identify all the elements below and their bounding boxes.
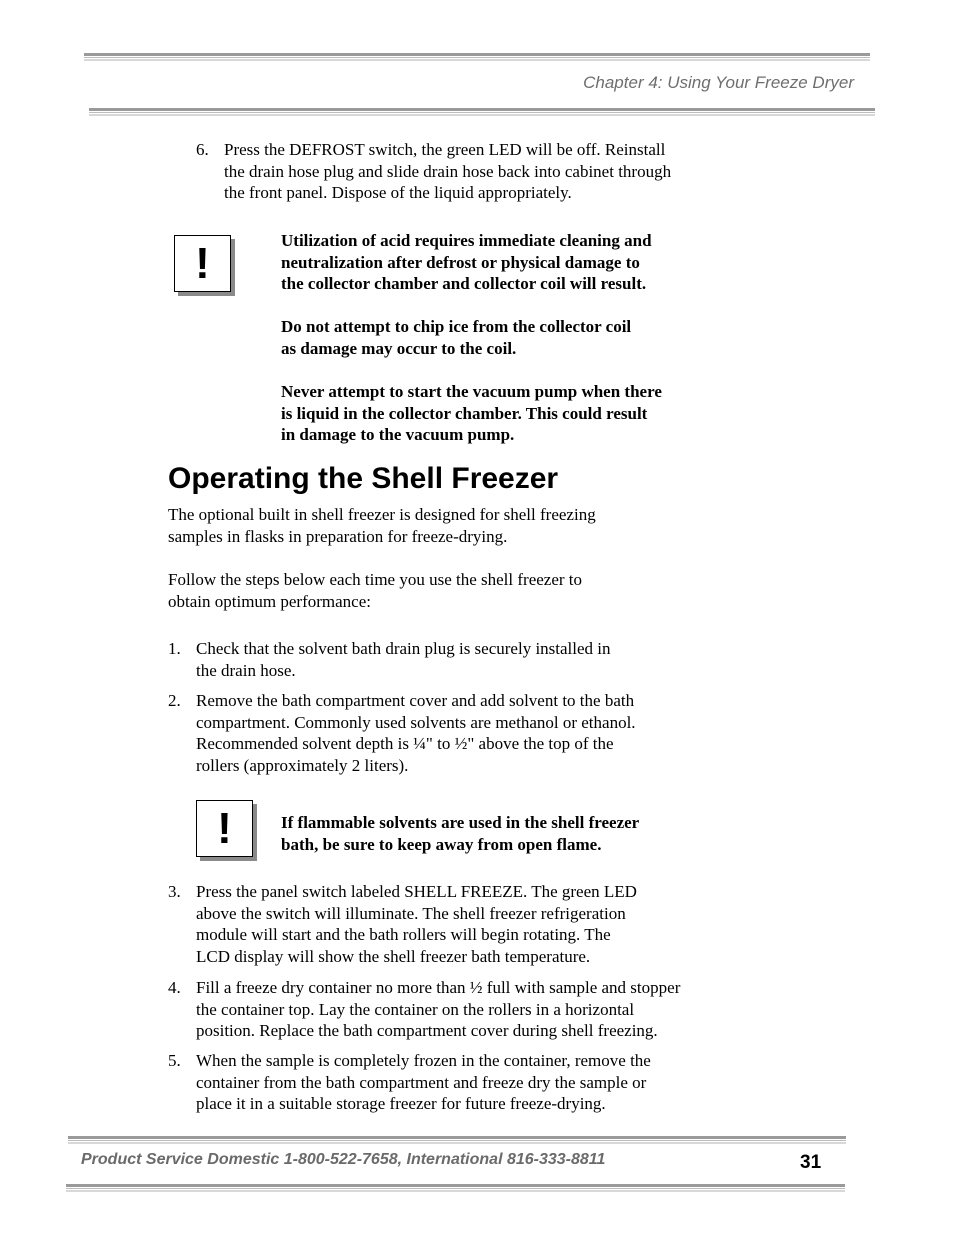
- step-4: 4. Fill a freeze dry container no more than ½ full with sample and stopper the container top. Lay the container on the rollers in a horizontal position. Replace the bath compartment cover during shell freezing.: [168, 978, 681, 1041]
- step-number: 3.: [168, 882, 181, 901]
- step-number: 4.: [168, 978, 181, 997]
- step-1: 1. Check that the solvent bath drain plug is securely installed in the drain hose.: [168, 639, 611, 680]
- page-number: 31: [800, 1152, 822, 1173]
- warning-vacuum-text: Never attempt to start the vacuum pump when there is liquid in the collector chamber. This could result in damage to the vacuum pump.: [281, 382, 662, 445]
- warning-acid-text: Utilization of acid requires immediate cleaning and neutralization after defrost or physical damage to the collector chamber and collector coil will result.: [281, 231, 652, 294]
- step-line: the front panel. Dispose of the liquid appropriately.: [224, 183, 572, 203]
- step-number: 1.: [168, 639, 181, 658]
- step-3: 3. Press the panel switch labeled SHELL FREEZE. The green LED above the switch will illuminate. The shell freezer refrigeration module will start and the bath rollers will begin rotating. The LCD display will show the shell freezer bath temperature.: [168, 882, 637, 966]
- step-number: 6.: [196, 140, 209, 159]
- footer-bottom-rule: [66, 1184, 845, 1192]
- warning-exclamation-icon: !: [174, 235, 231, 292]
- step-2: 2. Remove the bath compartment cover and add solvent to the bath compartment. Commonly used solvents are methanol or ethanol. Recommended solvent depth is ¼" to ½" above the top of the rollers (approximately 2 liters).: [168, 691, 636, 775]
- step-line: Press the DEFROST switch, the green LED will be off. Reinstall: [224, 140, 666, 159]
- header-top-rule: [84, 53, 870, 61]
- warning-ice-text: Do not attempt to chip ice from the collector coil as damage may occur to the coil.: [281, 317, 632, 358]
- step-6: [196, 139, 756, 205]
- step-number: 5.: [168, 1051, 181, 1070]
- section-title: Operating the Shell Freezer: [168, 462, 559, 495]
- step-5: 5. When the sample is completely frozen in the container, remove the container from the bath compartment and freeze dry the sample or place it in a suitable storage freezer for future freeze-drying.: [168, 1051, 651, 1114]
- instructions-paragraph: Follow the steps below each time you use the shell freezer to obtain optimum performance:: [168, 570, 583, 611]
- step-number: 2.: [168, 691, 181, 710]
- chapter-header: Chapter 4: Using Your Freeze Dryer: [583, 73, 854, 92]
- warning-flammable-text: If flammable solvents are used in the shell freezer bath, be sure to keep away from open flame.: [281, 813, 640, 854]
- intro-paragraph: The optional built in shell freezer is designed for shell freezing samples in flasks in preparation for freeze-drying.: [168, 505, 596, 546]
- warning-exclamation-icon: !: [196, 800, 253, 857]
- header-bottom-rule: [89, 108, 875, 116]
- footer-top-rule: [68, 1136, 846, 1144]
- step-line: the drain hose plug and slide drain hose back into cabinet through: [224, 161, 672, 181]
- footer-contact: Product Service Domestic 1-800-522-7658, International 816-333-8811: [81, 1151, 606, 1168]
